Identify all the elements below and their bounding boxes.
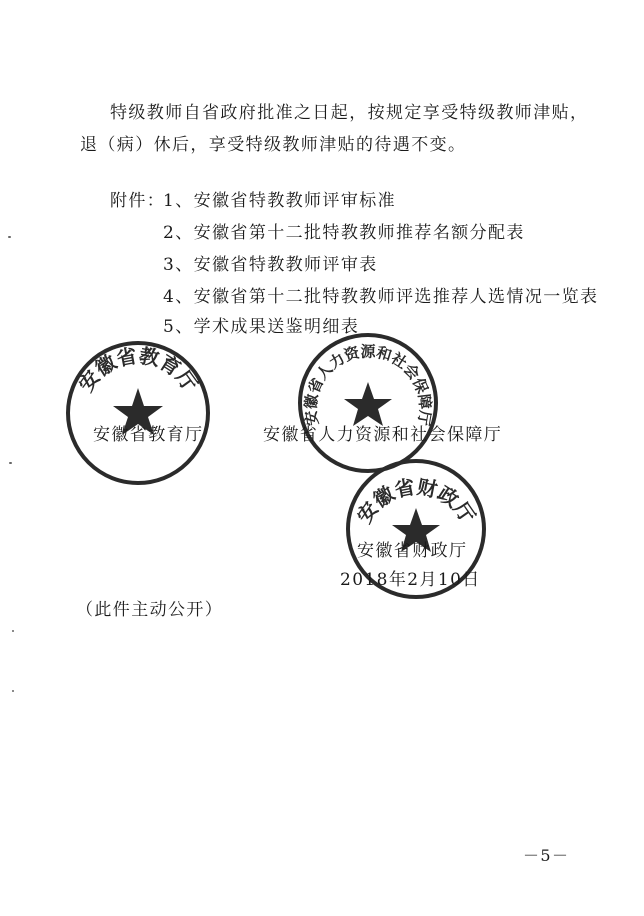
seal-education-department	[63, 338, 213, 488]
seal-3-text: 安徽省财政厅	[351, 474, 481, 528]
attachment-item-1: 1、安徽省特教教师评审标准	[163, 191, 397, 211]
signature-date: 2018年2月10日	[340, 570, 481, 590]
paragraph-line-1: 特级教师自省政府批准之日起，按规定享受特级教师津贴，	[110, 103, 589, 123]
scan-speck	[9, 462, 12, 464]
signature-org-hr: 安徽省人力资源和社会保障厅	[263, 425, 503, 445]
seal-2-text: 安徽省人力资源和社会保障厅	[301, 342, 435, 428]
scan-speck	[12, 690, 14, 692]
signature-org-education: 安徽省教育厅	[93, 425, 204, 445]
scan-speck	[8, 236, 11, 238]
page-number: －5－	[523, 846, 570, 865]
attachments-label: 附件：	[110, 191, 166, 211]
seal-hr-department	[295, 330, 441, 476]
paragraph-line-2: 退（病）休后，享受特级教师津贴的待遇不变。	[80, 135, 467, 155]
attachment-item-3: 3、安徽省特教教师评审表	[163, 255, 378, 275]
attachment-item-2: 2、安徽省第十二批特教教师推荐名额分配表	[163, 223, 525, 243]
disclosure-note: （此件主动公开）	[76, 600, 224, 620]
attachment-item-4: 4、安徽省第十二批特教教师评选推荐人选情况一览表	[163, 287, 599, 307]
signature-org-finance: 安徽省财政厅	[357, 541, 468, 561]
seal-1-text: 安徽省教育厅	[73, 343, 203, 396]
scan-speck	[12, 630, 14, 632]
attachment-item-5: 5、学术成果送鉴明细表	[163, 317, 360, 337]
